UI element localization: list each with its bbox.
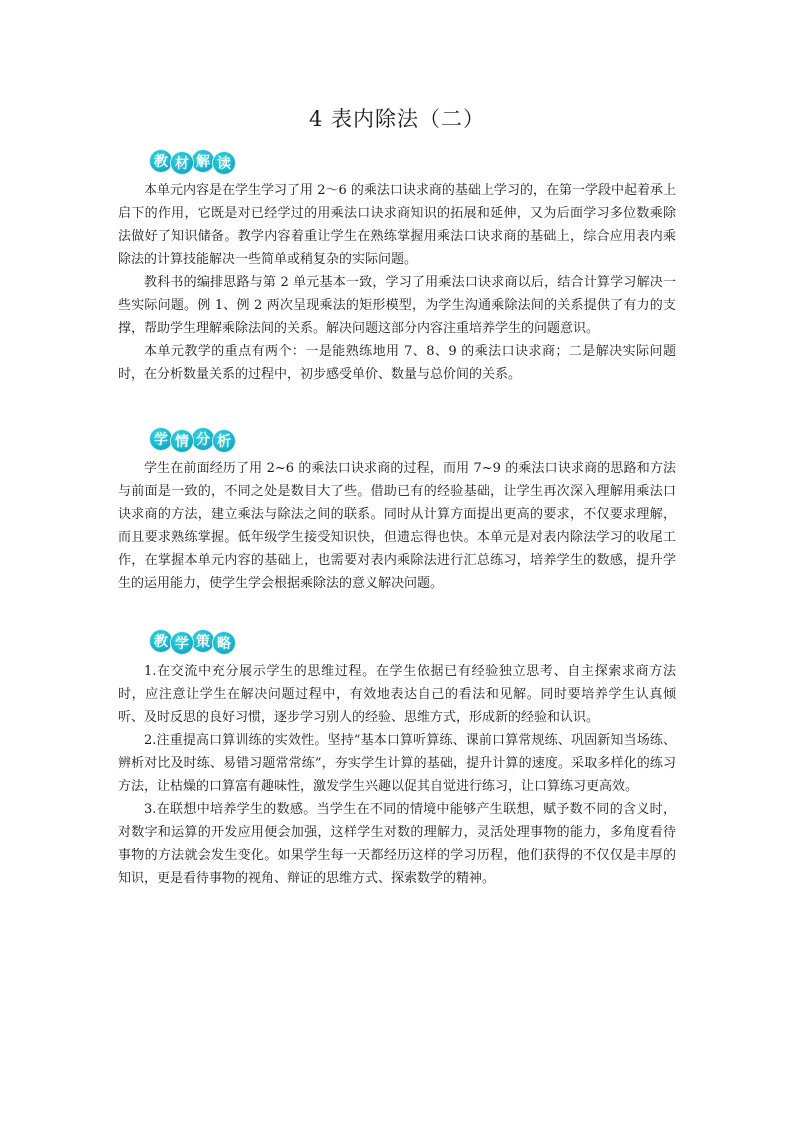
section-body-student-analysis	[118, 457, 676, 595]
paragraph: 本单元教学的重点有两个：一是能熟练地用 7、8、9 的乘法口诀求商；二是解决实际问题时，在分析数量关系的过程中，初步感受单价、数量与总价间的关系。	[118, 344, 676, 382]
paragraph: 学生在前面经历了用 2~6 的乘法口诀求商的过程，而用 7~9 的乘法口诀求商的思路和方法与前面是一致的，不同之处是数目大了些。借助已有的经验基础，让学生再次深入理解用乘法口诀求商的方法，建立乘法与除法之间的联系。同时从计算方面提出更高的要求，不仅要求理解，而且要求熟练掌握。低年级学生接受知识快，但遗忘得也快。本单元是对表内除法学习的收尾工作，在掌握本单元内容的基础上，也需要对表内乘除法进行汇总练习，培养学生的数感，提升学生的运用能力，使学生学会根据乘除法的意义解决问题。	[118, 461, 676, 591]
paragraph: 3.在联想中培养学生的数感。当学生在不同的情境中能够产生联想，赋予数不同的含义时，对数字和运算的开发应用便会加强，这样学生对数的理解力，灵活处理事物的能力，多角度看待事物的方法就会发生变化。如果学生每一天都经历这样的学习历程，他们获得的不仅仅是丰厚的知识，更是看待事物的视角、辩证的思维方式、探索数学的精神。	[118, 802, 676, 886]
paragraph: 1.在交流中充分展示学生的思维过程。在学生依据已有经验独立思考、自主探索求商方法时，应注意让学生在解决问题过程中，有效地表达自己的看法和见解。同时要培养学生认真倾听、及时反思的良好习惯，逐步学习别人的经验、思维方式，形成新的经验和认识。	[118, 664, 676, 725]
heading-char: 略	[213, 632, 235, 654]
heading-char: 析	[213, 430, 235, 452]
heading-char: 读	[213, 152, 235, 174]
section-heading-teaching-strategy	[150, 628, 234, 654]
heading-char: 教	[150, 150, 172, 172]
section-heading-textbook-interpretation	[150, 148, 234, 174]
heading-char: 学	[150, 428, 172, 450]
heading-char: 材	[171, 152, 193, 174]
heading-char: 情	[171, 430, 193, 452]
section-heading-student-analysis	[150, 426, 234, 452]
heading-char: 解	[192, 150, 214, 172]
section-body-textbook-interpretation	[118, 179, 676, 386]
heading-char: 分	[192, 428, 214, 450]
heading-char: 学	[171, 632, 193, 654]
paragraph: 教科书的编排思路与第 2 单元基本一致，学习了用乘法口诀求商以后，结合计算学习解决一些实际问题。例 1、例 2 两次呈现乘法的矩形模型，为学生沟通乘除法间的关系提供了有力的支撑，帮助学生理解乘除法间的关系。解决问题这部分内容注重培养学生的问题意识。	[118, 275, 676, 336]
document-title: 4 表内除法（二）	[308, 107, 486, 131]
paragraph: 2.注重提高口算训练的实效性。坚持“基本口算听算练、课前口算常规练、巩固新知当场练、辨析对比及时练、易错习题常常练”，夯实学生计算的基础，提升计算的速度。采取多样化的练习方法，让枯燥的口算富有趣味性，激发学生兴趣以促其自觉进行练习，让口算练习更高效。	[118, 733, 676, 794]
paragraph: 本单元内容是在学生学习了用 2～6 的乘法口诀求商的基础上学习的，在第一学段中起着承上启下的作用，它既是对已经学过的用乘法口诀求商知识的拓展和延伸，又为后面学习多位数乘除法做好了知识储备。教学内容着重让学生在熟练掌握用乘法口诀求商的基础上，综合应用表内乘除法的计算技能解决一些简单或稍复杂的实际问题。	[118, 183, 676, 267]
heading-char: 教	[150, 630, 172, 652]
heading-char: 策	[192, 630, 214, 652]
section-body-teaching-strategy	[118, 660, 676, 890]
